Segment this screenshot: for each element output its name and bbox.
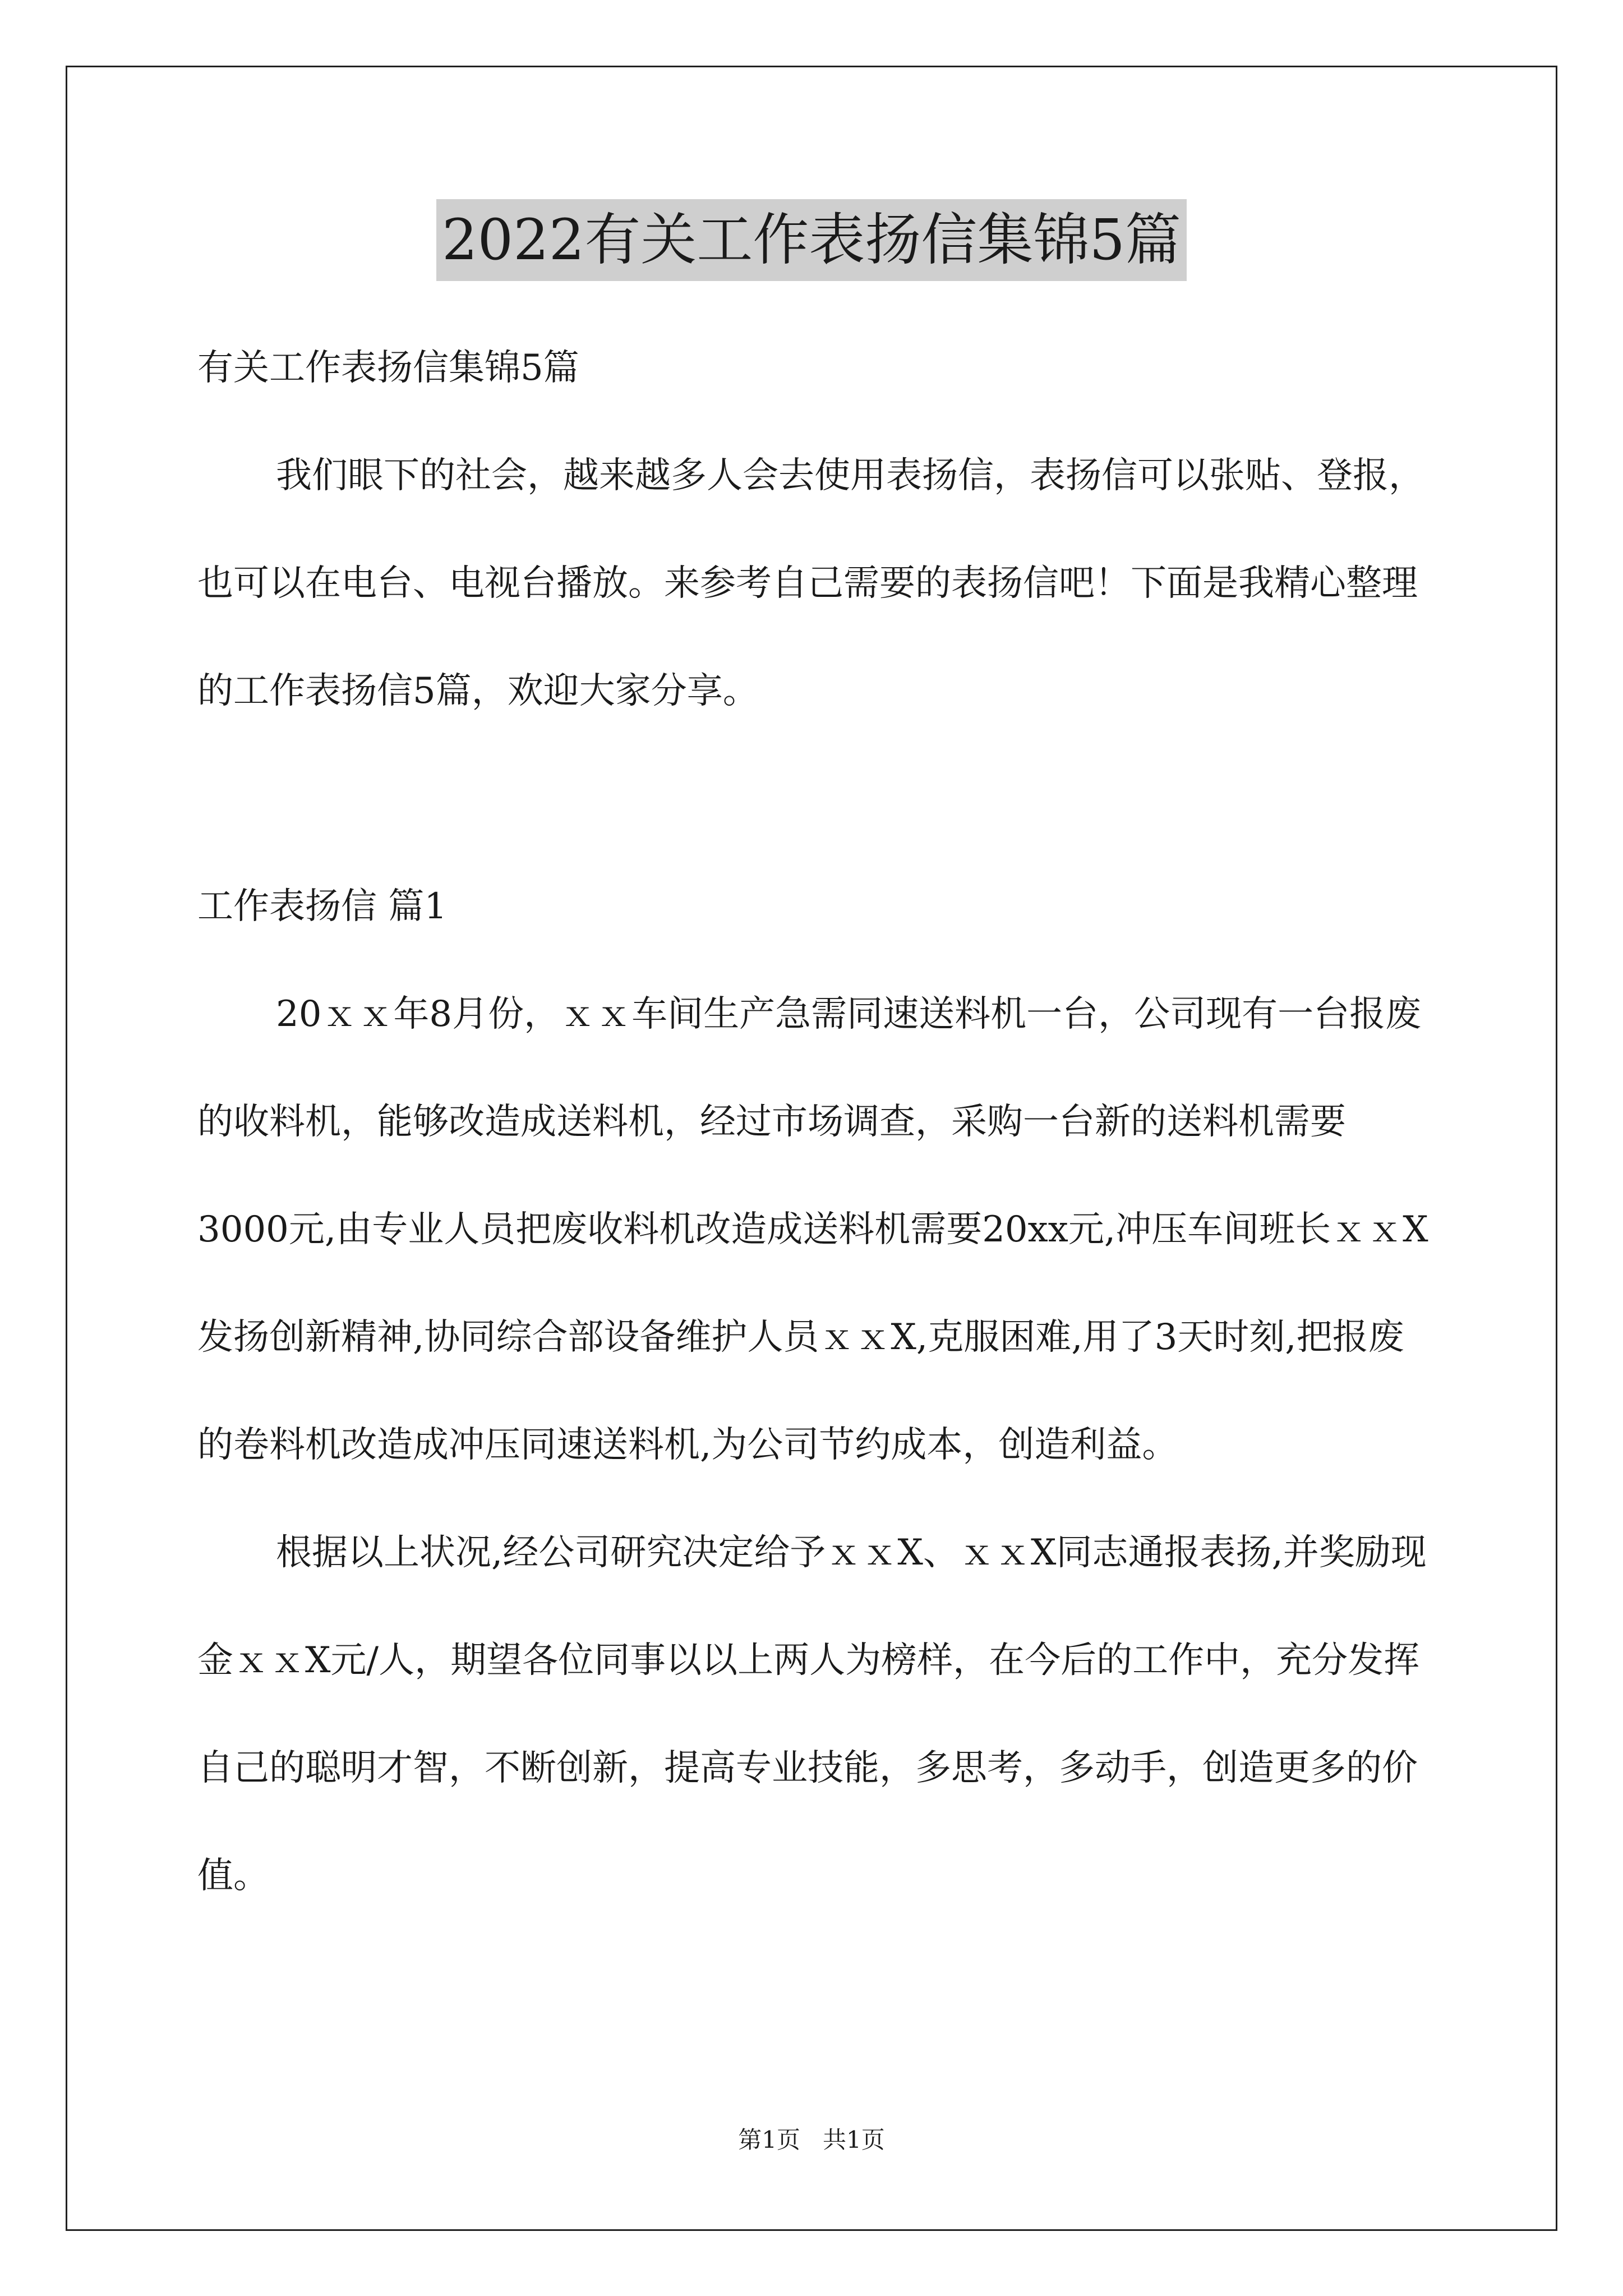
page-footer: 第1页 共1页 xyxy=(738,2126,885,2154)
section-spacer xyxy=(197,745,1431,853)
document-title: 2022有关工作表扬信集锦5篇 xyxy=(436,199,1187,281)
body-paragraph-1: 20ｘｘ年8月份，ｘｘ车间生产急需同速送料机一台，公司现有一台报废的收料机，能够改造成送料机，经过市场调查，采购一台新的送料机需要3000元,由专业人员把废收料机改造成送料机需要20xx元,冲压车间班长ｘｘX发扬创新精神,协同综合部设备维护人员ｘｘX,克服困难,用了3天时刻,把报废的卷料机改造成冲压同速送料机,为公司节约成本，创造利益。 xyxy=(197,993,1428,1466)
body-paragraph-2: 根据以上状况,经公司研究决定给予ｘｘX、ｘｘX同志通报表扬,并奖励现金ｘｘX元/人，期望各位同事以以上两人为榜样，在今后的工作中，充分发挥自己的聪明才智，不断创新，提高专业技能，多思考，多动手，创造更多的价值。 xyxy=(197,1532,1427,1897)
intro-paragraph: 我们眼下的社会，越来越多人会去使用表扬信，表扬信可以张贴、登报，也可以在电台、电视台播放。来参考自己需要的表扬信吧！下面是我精心整理的工作表扬信5篇，欢迎大家分享。 xyxy=(197,455,1424,712)
document-subtitle: 有关工作表扬信集锦5篇 xyxy=(197,347,579,389)
section-heading: 工作表扬信 篇1 xyxy=(197,886,448,927)
title-container xyxy=(0,199,1623,281)
document-body xyxy=(197,314,1431,1930)
